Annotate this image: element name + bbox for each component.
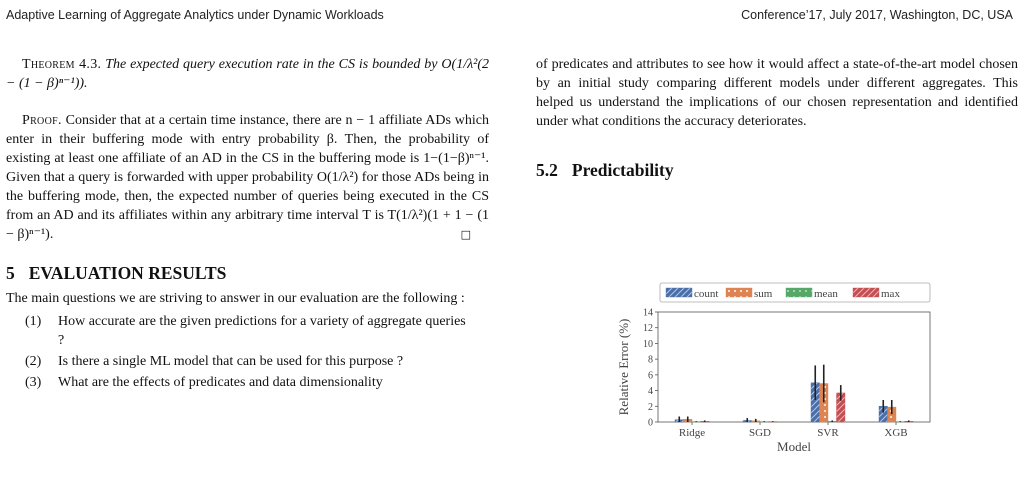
chart-legend [660,283,930,302]
list-item-text: Is there a single ML model that can be used for this purpose ? [58,354,404,369]
y-tick-label: 14 [643,307,653,319]
theorem [6,55,489,93]
theorem-statement: The expected query execution rate in the CS is bounded by O(1/λ²(2 − (1 − β)ⁿ⁻¹)). [6,57,490,91]
y-tick-label: 2 [648,401,653,413]
x-axis-label: Model [777,439,811,454]
list-item-number: (2) [25,354,42,369]
y-tick-label: 0 [648,417,653,429]
list-item-text: What are the effects of predicates and data dimensionality [58,375,383,390]
legend-label-mean: mean [814,288,838,300]
subsection-heading [536,161,1018,180]
section-title: EVALUATION RESULTS [28,263,227,283]
continuation-paragraph: of predicates and attributes to see how it would affect a state-of-the-art model chosen by an initial study comparing different models under different aggregates. This helped us understand the implications of our chosen representation and identified under what conditions the accuracy deteriorates. [536,57,1018,129]
question-list [6,312,489,392]
x-tick-label: SGD [748,427,772,439]
qed-symbol: □ [460,228,471,241]
legend-swatch-max [853,288,879,297]
proof [6,111,489,244]
section-number: 5 [6,263,15,283]
y-axis-label: Relative Error (%) [616,318,631,416]
list-item-text: How accurate are the given predictions for a variety of aggregate queries ? [58,314,466,348]
y-tick-label: 8 [648,354,653,366]
section-intro: The main questions we are striving to answer in our evaluation are the following : [6,291,465,306]
plot-frame [658,312,930,422]
legend-label-sum: sum [754,288,773,300]
legend-label-max: max [881,288,900,300]
proof-body: Consider that at a certain time instance, there are n − 1 affiliate ADs which enter in their buffering mode with entry probability β. Then, the probability of existing at least one affiliate of an AD in the CS in the buffering mode is 1−(1−β)ⁿ⁻¹. Given that a query is forwarded with upper probability O(1/λ²) for those ADs being in the buffering mode, then, the expected number of queries being executed in the CS from an AD and its affiliates within any arbitrary time interval T is T(1/λ²)(1 + 1 − (1 − β)ⁿ⁻¹). [6,113,490,242]
relative-error-chart [612,282,942,467]
legend-swatch-sum [726,288,752,297]
subsection-title: Predictability [571,160,674,180]
running-header-venue: Conference’17, July 2017, Washington, DC, USA [741,8,1013,22]
x-tick-label: Ridge [678,427,706,439]
legend-swatch-count [666,288,692,297]
y-tick-label: 6 [648,370,653,382]
chart-svg [612,282,942,467]
section-heading [6,264,489,283]
legend-swatch-mean [786,288,812,297]
x-tick-label: XGB [884,427,908,439]
legend-label-count: count [694,288,719,300]
proof-label: Proof. [22,113,62,128]
running-header-title: Adaptive Learning of Aggregate Analytics under Dynamic Workloads [6,8,384,22]
list-item-number: (1) [25,314,42,329]
subsection-number: 5.2 [536,160,558,180]
y-tick-label: 4 [648,386,653,398]
list-item [6,312,489,350]
theorem-label: Theorem 4.3. [22,57,102,72]
right-column [536,55,1018,180]
y-tick-label: 10 [643,338,653,350]
left-column [6,55,489,392]
list-item-number: (3) [25,375,42,390]
list-item [6,352,489,371]
list-item [6,373,489,392]
y-tick-label: 12 [643,323,653,335]
x-tick-label: SVR [817,427,839,439]
